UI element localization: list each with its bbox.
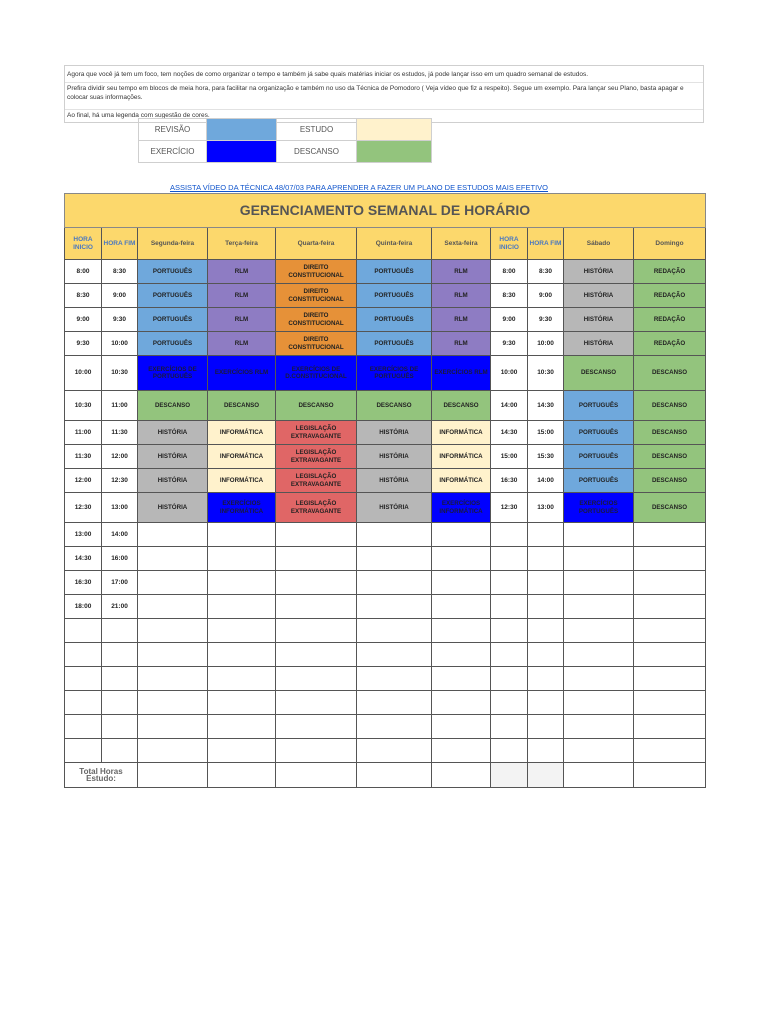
subject-cell[interactable]: DESCANSO — [357, 391, 432, 421]
subject-cell[interactable] — [208, 595, 276, 619]
subject-cell[interactable]: EXERCÍCIOS RLM — [432, 356, 491, 391]
subject-cell[interactable] — [276, 715, 357, 739]
subject-cell[interactable] — [634, 619, 706, 643]
subject-cell[interactable] — [564, 571, 634, 595]
time-cell[interactable]: 12:00 — [65, 469, 102, 493]
total-hours-cell[interactable] — [208, 763, 276, 788]
subject-cell[interactable]: PORTUGUÊS — [138, 308, 208, 332]
schedule-row — [65, 667, 706, 691]
subject-cell[interactable]: PORTUGUÊS — [357, 260, 432, 284]
subject-cell[interactable] — [432, 739, 491, 763]
time-cell[interactable] — [65, 667, 102, 691]
time-cell[interactable] — [491, 523, 528, 547]
time-cell[interactable]: 10:00 — [491, 356, 528, 391]
subject-cell[interactable]: INFORMÁTICA — [432, 469, 491, 493]
time-cell[interactable]: 15:00 — [528, 421, 564, 445]
time-cell[interactable]: 9:00 — [528, 284, 564, 308]
subject-cell[interactable] — [208, 619, 276, 643]
subject-cell[interactable]: PORTUGUÊS — [564, 445, 634, 469]
subject-cell[interactable]: DESCANSO — [634, 356, 706, 391]
subject-cell[interactable] — [276, 667, 357, 691]
subject-cell[interactable]: DESCANSO — [634, 421, 706, 445]
header-hora-inicio-2: HORA INICIO — [491, 228, 528, 260]
subject-cell[interactable] — [634, 739, 706, 763]
subject-cell[interactable]: RLM — [208, 332, 276, 356]
time-cell[interactable] — [491, 643, 528, 667]
header-sexta: Sexta-feira — [432, 228, 491, 260]
subject-cell[interactable] — [208, 643, 276, 667]
subject-cell[interactable]: PORTUGUÊS — [138, 332, 208, 356]
subject-cell[interactable] — [564, 739, 634, 763]
subject-cell[interactable] — [634, 547, 706, 571]
time-cell[interactable] — [491, 571, 528, 595]
time-cell[interactable]: 14:00 — [102, 523, 138, 547]
time-cell[interactable]: 12:30 — [102, 469, 138, 493]
time-cell[interactable] — [102, 643, 138, 667]
subject-cell[interactable] — [564, 547, 634, 571]
subject-cell[interactable] — [564, 667, 634, 691]
subject-cell[interactable] — [138, 547, 208, 571]
time-cell[interactable]: 8:30 — [491, 284, 528, 308]
subject-cell[interactable]: EXERCÍCIOS DE PORTUGUÊS — [138, 356, 208, 391]
subject-cell[interactable]: RLM — [432, 260, 491, 284]
legend-descanso-swatch — [357, 141, 432, 163]
time-cell[interactable]: 8:00 — [65, 260, 102, 284]
subject-cell[interactable] — [138, 595, 208, 619]
time-cell[interactable]: 11:30 — [102, 421, 138, 445]
subject-cell[interactable] — [357, 547, 432, 571]
time-cell[interactable]: 10:30 — [528, 356, 564, 391]
time-cell[interactable] — [491, 691, 528, 715]
time-cell[interactable]: 14:00 — [491, 391, 528, 421]
time-cell[interactable]: 9:30 — [102, 308, 138, 332]
time-cell[interactable]: 11:00 — [65, 421, 102, 445]
time-cell[interactable]: 17:00 — [102, 571, 138, 595]
subject-cell[interactable] — [432, 571, 491, 595]
total-hours-cell[interactable] — [491, 763, 528, 788]
schedule-row — [65, 619, 706, 643]
time-cell[interactable]: 9:30 — [491, 332, 528, 356]
subject-cell[interactable] — [208, 571, 276, 595]
subject-cell[interactable]: INFORMÁTICA — [208, 469, 276, 493]
header-quinta: Quinta-feira — [357, 228, 432, 260]
subject-cell[interactable] — [634, 571, 706, 595]
subject-cell[interactable] — [276, 523, 357, 547]
header-terca: Terça-feira — [208, 228, 276, 260]
schedule-row — [65, 571, 706, 595]
subject-cell[interactable]: RLM — [208, 284, 276, 308]
subject-cell[interactable]: EXERCÍCIOS INFORMÁTICA — [208, 493, 276, 523]
subject-cell[interactable]: REDAÇÃO — [634, 284, 706, 308]
subject-cell[interactable]: DIREITO CONSTITUCIONAL — [276, 260, 357, 284]
subject-cell[interactable] — [564, 643, 634, 667]
time-cell[interactable] — [528, 739, 564, 763]
time-cell[interactable] — [491, 667, 528, 691]
header-sabado: Sábado — [564, 228, 634, 260]
time-cell[interactable] — [65, 715, 102, 739]
subject-cell[interactable] — [357, 667, 432, 691]
subject-cell[interactable]: DESCANSO — [564, 356, 634, 391]
subject-cell[interactable]: RLM — [208, 308, 276, 332]
subject-cell[interactable] — [138, 643, 208, 667]
time-cell[interactable]: 9:00 — [102, 284, 138, 308]
time-cell[interactable]: 11:30 — [65, 445, 102, 469]
subject-cell[interactable]: DESCANSO — [634, 391, 706, 421]
time-cell[interactable]: 14:30 — [65, 547, 102, 571]
time-cell[interactable] — [102, 667, 138, 691]
time-cell[interactable]: 10:00 — [102, 332, 138, 356]
legend-revisao-label: REVISÃO — [139, 119, 207, 141]
subject-cell[interactable] — [432, 547, 491, 571]
subject-cell[interactable]: HISTÓRIA — [357, 445, 432, 469]
subject-cell[interactable]: PORTUGUÊS — [138, 284, 208, 308]
subject-cell[interactable] — [276, 595, 357, 619]
subject-cell[interactable] — [564, 691, 634, 715]
subject-cell[interactable] — [357, 643, 432, 667]
legend-descanso-label: DESCANSO — [277, 141, 357, 163]
subject-cell[interactable] — [432, 667, 491, 691]
legend-exercicio-swatch — [207, 141, 277, 163]
time-cell[interactable] — [528, 571, 564, 595]
time-cell[interactable]: 8:30 — [102, 260, 138, 284]
subject-cell[interactable] — [357, 715, 432, 739]
time-cell[interactable]: 15:00 — [491, 445, 528, 469]
subject-cell[interactable]: RLM — [208, 260, 276, 284]
subject-cell[interactable] — [208, 523, 276, 547]
subject-cell[interactable]: EXERCÍCIOS INFORMÁTICA — [432, 493, 491, 523]
subject-cell[interactable]: DESCANSO — [634, 445, 706, 469]
time-cell[interactable]: 10:00 — [528, 332, 564, 356]
time-cell[interactable]: 21:00 — [102, 595, 138, 619]
subject-cell[interactable] — [208, 715, 276, 739]
total-hours-cell[interactable] — [432, 763, 491, 788]
subject-cell[interactable]: INFORMÁTICA — [208, 445, 276, 469]
time-cell[interactable] — [102, 691, 138, 715]
time-cell[interactable] — [65, 691, 102, 715]
schedule-row — [65, 260, 706, 284]
subject-cell[interactable] — [208, 667, 276, 691]
subject-cell[interactable] — [634, 715, 706, 739]
time-cell[interactable] — [528, 619, 564, 643]
subject-cell[interactable]: PORTUGUÊS — [564, 469, 634, 493]
subject-cell[interactable]: HISTÓRIA — [138, 493, 208, 523]
subject-cell[interactable]: INFORMÁTICA — [432, 445, 491, 469]
time-cell[interactable]: 10:30 — [102, 356, 138, 391]
subject-cell[interactable] — [276, 691, 357, 715]
subject-cell[interactable] — [357, 739, 432, 763]
time-cell[interactable] — [528, 715, 564, 739]
time-cell[interactable] — [528, 667, 564, 691]
time-cell[interactable] — [102, 619, 138, 643]
subject-cell[interactable]: HISTÓRIA — [138, 445, 208, 469]
subject-cell[interactable] — [357, 595, 432, 619]
subject-cell[interactable]: PORTUGUÊS — [564, 391, 634, 421]
header-segunda: Segunda-feira — [138, 228, 208, 260]
subject-cell[interactable]: LEGISLAÇÃO EXTRAVAGANTE — [276, 493, 357, 523]
time-cell[interactable] — [528, 643, 564, 667]
subject-cell[interactable]: PORTUGUÊS — [564, 421, 634, 445]
subject-cell[interactable] — [432, 619, 491, 643]
schedule-row — [65, 595, 706, 619]
time-cell[interactable]: 8:00 — [491, 260, 528, 284]
schedule-row — [65, 691, 706, 715]
schedule-row — [65, 469, 706, 493]
time-cell[interactable]: 18:00 — [65, 595, 102, 619]
subject-cell[interactable] — [276, 619, 357, 643]
subject-cell[interactable]: DESCANSO — [208, 391, 276, 421]
time-cell[interactable] — [65, 739, 102, 763]
time-cell[interactable] — [528, 523, 564, 547]
time-cell[interactable]: 9:30 — [528, 308, 564, 332]
color-legend — [138, 118, 432, 163]
total-hours-cell[interactable] — [528, 763, 564, 788]
subject-cell[interactable]: HISTÓRIA — [138, 421, 208, 445]
time-cell[interactable]: 16:30 — [65, 571, 102, 595]
subject-cell[interactable]: PORTUGUÊS — [357, 308, 432, 332]
time-cell[interactable]: 12:00 — [102, 445, 138, 469]
subject-cell[interactable]: RLM — [432, 332, 491, 356]
time-cell[interactable] — [491, 619, 528, 643]
intro-line-3: Ao final, há uma legenda com sugestão de cores. — [67, 112, 210, 119]
subject-cell[interactable]: DIREITO CONSTITUCIONAL — [276, 332, 357, 356]
subject-cell[interactable]: DESCANSO — [634, 493, 706, 523]
subject-cell[interactable]: DIREITO CONSTITUCIONAL — [276, 308, 357, 332]
subject-cell[interactable]: INFORMÁTICA — [208, 421, 276, 445]
subject-cell[interactable] — [138, 739, 208, 763]
subject-cell[interactable]: EXERCÍCIOS DE D.CONSTITUCIONAL — [276, 356, 357, 391]
time-cell[interactable]: 14:00 — [528, 469, 564, 493]
subject-cell[interactable] — [208, 691, 276, 715]
subject-cell[interactable] — [276, 571, 357, 595]
subject-cell[interactable]: HISTÓRIA — [138, 469, 208, 493]
time-cell[interactable]: 9:00 — [491, 308, 528, 332]
subject-cell[interactable]: REDAÇÃO — [634, 332, 706, 356]
schedule-row — [65, 445, 706, 469]
subject-cell[interactable]: REDAÇÃO — [634, 260, 706, 284]
subject-cell[interactable]: PORTUGUÊS — [357, 332, 432, 356]
subject-cell[interactable]: HISTÓRIA — [564, 260, 634, 284]
time-cell[interactable] — [102, 739, 138, 763]
schedule-row — [65, 332, 706, 356]
schedule-row — [65, 715, 706, 739]
subject-cell[interactable] — [357, 571, 432, 595]
legend-estudo-label: ESTUDO — [277, 119, 357, 141]
time-cell[interactable] — [491, 547, 528, 571]
subject-cell[interactable] — [208, 739, 276, 763]
subject-cell[interactable] — [276, 739, 357, 763]
subject-cell[interactable]: PORTUGUÊS — [138, 260, 208, 284]
subject-cell[interactable]: LEGISLAÇÃO EXTRAVAGANTE — [276, 469, 357, 493]
subject-cell[interactable] — [138, 667, 208, 691]
header-domingo: Domingo — [634, 228, 706, 260]
subject-cell[interactable]: HISTÓRIA — [357, 469, 432, 493]
subject-cell[interactable] — [208, 547, 276, 571]
subject-cell[interactable] — [276, 643, 357, 667]
total-hours-cell[interactable] — [634, 763, 706, 788]
header-quarta: Quarta-feira — [276, 228, 357, 260]
subject-cell[interactable] — [276, 547, 357, 571]
time-cell[interactable]: 9:00 — [65, 308, 102, 332]
schedule-row — [65, 643, 706, 667]
time-cell[interactable]: 8:30 — [528, 260, 564, 284]
subject-cell[interactable] — [634, 643, 706, 667]
time-cell[interactable]: 16:30 — [491, 469, 528, 493]
time-cell[interactable]: 11:00 — [102, 391, 138, 421]
time-cell[interactable]: 14:30 — [528, 391, 564, 421]
legend-exercicio-label: EXERCÍCIO — [139, 141, 207, 163]
subject-cell[interactable] — [634, 691, 706, 715]
subject-cell[interactable]: PORTUGUÊS — [357, 284, 432, 308]
total-hours-cell[interactable] — [276, 763, 357, 788]
time-cell[interactable]: 15:30 — [528, 445, 564, 469]
time-cell[interactable]: 16:00 — [102, 547, 138, 571]
total-row — [65, 763, 706, 788]
total-hours-cell[interactable] — [357, 763, 432, 788]
time-cell[interactable]: 12:30 — [491, 493, 528, 523]
time-cell[interactable] — [491, 715, 528, 739]
schedule-row — [65, 421, 706, 445]
subject-cell[interactable]: HISTÓRIA — [357, 421, 432, 445]
schedule-row — [65, 523, 706, 547]
subject-cell[interactable]: DESCANSO — [432, 391, 491, 421]
schedule-row — [65, 547, 706, 571]
time-cell[interactable] — [528, 595, 564, 619]
schedule-title: GERENCIAMENTO SEMANAL DE HORÁRIO — [65, 194, 706, 228]
subject-cell[interactable]: LEGISLAÇÃO EXTRAVAGANTE — [276, 445, 357, 469]
subject-cell[interactable] — [564, 619, 634, 643]
time-cell[interactable]: 9:30 — [65, 332, 102, 356]
schedule-row — [65, 739, 706, 763]
video-link[interactable]: ASSISTA VÍDEO DA TÉCNICA 48/07/03 PARA APRENDER A FAZER UM PLANO DE ESTUDOS MAIS EFETIVO — [169, 183, 549, 192]
subject-cell[interactable] — [138, 715, 208, 739]
header-hora-fim-2: HORA FIM — [528, 228, 564, 260]
subject-cell[interactable] — [138, 523, 208, 547]
subject-cell[interactable]: REDAÇÃO — [634, 308, 706, 332]
header-hora-inicio: HORA INICIO — [65, 228, 102, 260]
schedule-row — [65, 391, 706, 421]
total-hours-label: Total Horas Estudo: — [65, 763, 138, 788]
subject-cell[interactable]: HISTÓRIA — [564, 308, 634, 332]
intro-line-1: Agora que você já tem um foco, tem noções de como organizar o tempo e também já sabe quais matérias iniciar os estudos, já pode lançar isso em um quadro semanal de estudos. — [65, 66, 703, 83]
subject-cell[interactable] — [138, 691, 208, 715]
subject-cell[interactable] — [634, 595, 706, 619]
subject-cell[interactable] — [634, 667, 706, 691]
time-cell[interactable] — [491, 739, 528, 763]
time-cell[interactable] — [102, 715, 138, 739]
time-cell[interactable]: 10:30 — [65, 391, 102, 421]
subject-cell[interactable] — [138, 619, 208, 643]
subject-cell[interactable]: HISTÓRIA — [564, 284, 634, 308]
subject-cell[interactable] — [432, 691, 491, 715]
subject-cell[interactable]: DESCANSO — [276, 391, 357, 421]
time-cell[interactable] — [65, 643, 102, 667]
time-cell[interactable] — [491, 595, 528, 619]
subject-cell[interactable] — [432, 595, 491, 619]
schedule-row — [65, 308, 706, 332]
time-cell[interactable] — [528, 547, 564, 571]
subject-cell[interactable] — [564, 595, 634, 619]
subject-cell[interactable]: HISTÓRIA — [357, 493, 432, 523]
time-cell[interactable]: 13:00 — [528, 493, 564, 523]
subject-cell[interactable]: HISTÓRIA — [564, 332, 634, 356]
subject-cell[interactable]: RLM — [432, 308, 491, 332]
subject-cell[interactable] — [357, 523, 432, 547]
total-hours-cell[interactable] — [138, 763, 208, 788]
total-hours-cell[interactable] — [564, 763, 634, 788]
time-cell[interactable]: 14:30 — [491, 421, 528, 445]
subject-cell[interactable]: DESCANSO — [634, 469, 706, 493]
subject-cell[interactable] — [564, 715, 634, 739]
subject-cell[interactable]: RLM — [432, 284, 491, 308]
schedule-row — [65, 493, 706, 523]
subject-cell[interactable] — [138, 571, 208, 595]
time-cell[interactable]: 13:00 — [65, 523, 102, 547]
time-cell[interactable]: 10:00 — [65, 356, 102, 391]
time-cell[interactable]: 13:00 — [102, 493, 138, 523]
subject-cell[interactable] — [432, 643, 491, 667]
subject-cell[interactable] — [357, 619, 432, 643]
subject-cell[interactable]: INFORMÁTICA — [432, 421, 491, 445]
schedule-table — [64, 193, 706, 788]
header-hora-fim: HORA FIM — [102, 228, 138, 260]
intro-box — [64, 65, 704, 123]
time-cell[interactable]: 8:30 — [65, 284, 102, 308]
subject-cell[interactable] — [432, 715, 491, 739]
time-cell[interactable] — [65, 619, 102, 643]
subject-cell[interactable]: DESCANSO — [138, 391, 208, 421]
time-cell[interactable]: 12:30 — [65, 493, 102, 523]
subject-cell[interactable]: DIREITO CONSTITUCIONAL — [276, 284, 357, 308]
subject-cell[interactable] — [357, 691, 432, 715]
intro-line-2: Prefira dividir seu tempo em blocos de meia hora, para facilitar na organização e também no uso da Técnica de Pomodoro ( Veja vídeo que fiz a respeito). Segue um exemplo. Para lançar seu Plano, basta apagar e colocar suas informações. — [65, 83, 703, 110]
legend-revisao-swatch — [207, 119, 277, 141]
subject-cell[interactable]: EXERCÍCIOS DE PORTUGUÊS — [357, 356, 432, 391]
legend-estudo-swatch — [357, 119, 432, 141]
time-cell[interactable] — [528, 691, 564, 715]
subject-cell[interactable]: EXERCÍCIOS PORTUGUÊS — [564, 493, 634, 523]
schedule-row — [65, 356, 706, 391]
subject-cell[interactable]: LEGISLAÇÃO EXTRAVAGANTE — [276, 421, 357, 445]
subject-cell[interactable]: EXERCÍCIOS RLM — [208, 356, 276, 391]
subject-cell[interactable] — [432, 523, 491, 547]
schedule-row — [65, 284, 706, 308]
subject-cell[interactable] — [564, 523, 634, 547]
subject-cell[interactable] — [634, 523, 706, 547]
